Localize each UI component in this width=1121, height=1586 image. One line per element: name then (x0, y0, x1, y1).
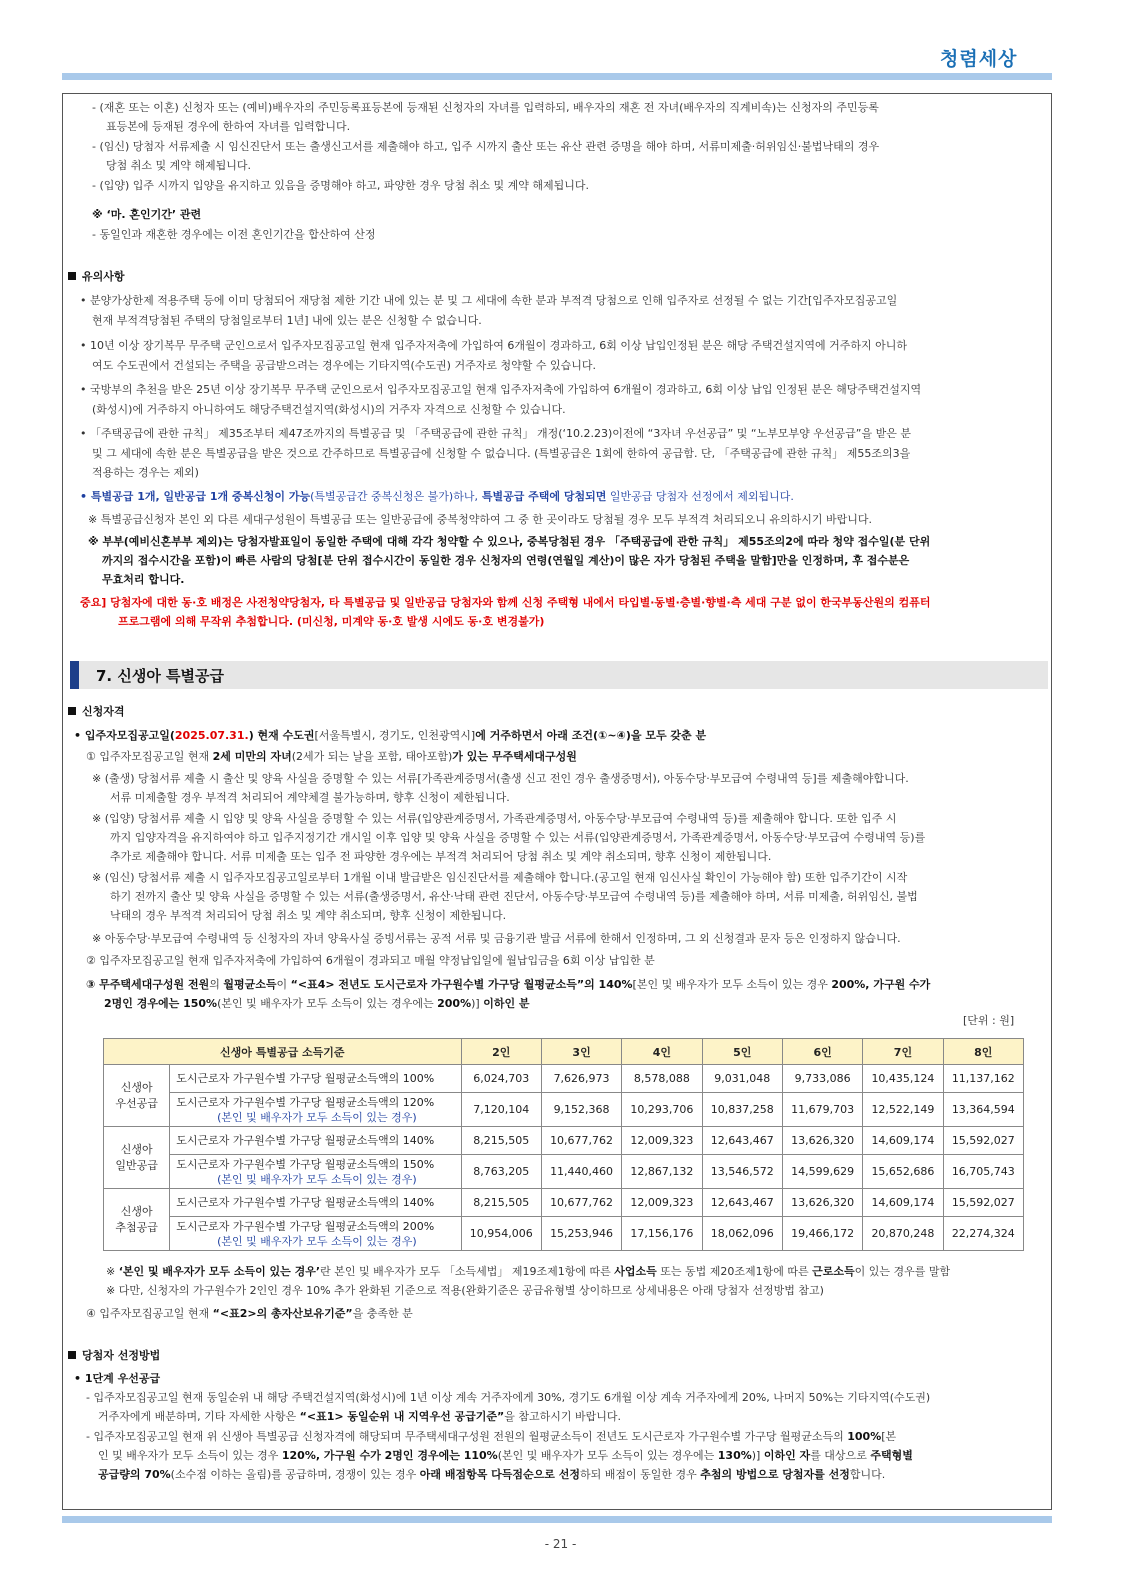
section-heading-selection: 당첨자 선정방법 (68, 1347, 160, 1363)
group-name: 일반공급 (115, 1158, 158, 1172)
income-value: 8,215,505 (461, 1127, 541, 1155)
text-line: ※ 특별공급신청자 본인 외 다른 세대구성원이 특별공급 또는 일반공급에 중복청약하여 그 중 한 곳이라도 당첨될 경우 모두 부적격 처리되오니 유의하시기 바랍니다. (88, 513, 872, 526)
income-value: 15,592,027 (943, 1189, 1023, 1217)
text-line: - (재혼 또는 이혼) 신청자 또는 (예비)배우자의 주민등록표등본에 등재된 신청자의 자녀를 입력하되, 배우자의 재혼 전 자녀(배우자의 직계비속)는 신청자의 주민등록 (92, 101, 879, 114)
income-value: 12,643,467 (702, 1189, 782, 1217)
income-value: 15,652,686 (863, 1155, 943, 1189)
text-line: • 「주택공급에 관한 규칙」 제35조부터 제47조까지의 특별공급 및 「주택공급에 관한 규칙」 개정(‘10.2.23)이전에 “3자녀 우선공급” 및 “노부모부양 우선공급”을 받은 분 (80, 427, 911, 440)
text-line: ※ (임신) 당첨서류 제출 시 입주자모집공고일로부터 1개월 이내 발급받은 임신진단서를 제출해야 합니다.(공고일 현재 임신사실 확인이 가능해야 함) 또한 입주기간이 시작 (92, 871, 908, 884)
income-value: 10,435,124 (863, 1065, 943, 1093)
table-header-row (104, 1039, 1024, 1065)
condition-1: ① 입주자모집공고일 현재 2세 미만의 자녀(2세가 되는 날을 포함, 태아포함)가 있는 무주택세대구성원 (86, 750, 577, 763)
condition-3: ③ 무주택세대구성원 전원의 월평균소득이 “<표4> 전년도 도시근로자 가구원수별 가구당 월평균소득”의 140%[본인 및 배우자가 모두 소득이 있는 경우 200%, 가구원 수가 (86, 978, 931, 991)
group-name: 신생아 (120, 1204, 153, 1218)
income-value: 9,031,048 (702, 1065, 782, 1093)
income-value: 13,626,320 (782, 1127, 862, 1155)
group-name: 신생아 (120, 1142, 153, 1156)
income-value: 10,677,762 (541, 1127, 621, 1155)
income-value: 10,293,706 (622, 1093, 702, 1127)
unit-label: [단위 : 원] (963, 1014, 1015, 1027)
income-value: 8,215,505 (461, 1189, 541, 1217)
income-value: 9,733,086 (782, 1065, 862, 1093)
income-value: 16,705,743 (943, 1155, 1023, 1189)
criteria-subtext: (본인 및 배우자가 모두 소득이 있는 경우) (217, 1234, 417, 1248)
income-value: 8,763,205 (461, 1155, 541, 1189)
section-heading-qualification: 신청자격 (68, 703, 125, 719)
table-row (104, 1065, 1024, 1093)
criteria-subtext: (본인 및 배우자가 모두 소득이 있는 경우) (217, 1172, 417, 1186)
criteria-cell (170, 1217, 461, 1251)
table-row (104, 1093, 1024, 1127)
income-value: 12,867,132 (622, 1155, 702, 1189)
table-header: 8인 (943, 1039, 1023, 1065)
text-line: 및 그 세대에 속한 분은 특별공급을 받은 것으로 간주하므로 특별공급에 신청할 수 없습니다. (특별공급은 1회에 한하여 공급함. 단, 「주택공급에 관한 규칙」 제55조의3을 (92, 447, 911, 460)
income-value: 11,440,460 (541, 1155, 621, 1189)
income-value: 12,009,323 (622, 1189, 702, 1217)
qualification-line: • 입주자모집공고일(2025.07.31.) 현재 수도권[서울특별시, 경기도, 인천광역시]에 거주하면서 아래 조건(①~④)을 모두 갖춘 분 (74, 729, 707, 742)
criteria-text: 도시근로자 가구원수별 가구당 월평균소득액의 100% (176, 1072, 435, 1085)
square-bullet-icon (68, 1351, 76, 1359)
criteria-text: 도시근로자 가구원수별 가구당 월평균소득액의 140% (176, 1134, 435, 1147)
income-value: 12,009,323 (622, 1127, 702, 1155)
text-line: - 동일인과 재혼한 경우에는 이전 혼인기간을 합산하여 산정 (92, 228, 376, 241)
income-value: 12,522,149 (863, 1093, 943, 1127)
table-header: 3인 (541, 1039, 621, 1065)
criteria-text: 도시근로자 가구원수별 가구당 월평균소득액의 150% (176, 1157, 435, 1171)
criteria-cell (170, 1065, 461, 1093)
square-bullet-icon (68, 707, 76, 715)
income-value: 17,156,176 (622, 1217, 702, 1251)
income-value: 15,253,946 (541, 1217, 621, 1251)
text-line: 서류 미제출할 경우 부적격 처리되어 계약체결 불가능하며, 향후 신청이 제한됩니다. (110, 791, 510, 804)
table-note-1: ※ ‘본인 및 배우자가 모두 소득이 있는 경우’란 본인 및 배우자가 모두 「소득세법」 제19조제1항에 따른 사업소득 또는 동법 제20조제1항에 따른 근로소득이 있는 경우를 말함 (106, 1265, 951, 1278)
table-header: 4인 (622, 1039, 702, 1065)
income-value: 14,609,174 (863, 1127, 943, 1155)
income-value: 20,870,248 (863, 1217, 943, 1251)
text-line: - 입주자모집공고일 현재 위 신생아 특별공급 신청자격에 해당되며 무주택세대구성원 전원의 월평균소득이 전년도 도시근로자 가구원수별 가구당 월평균소득의 100%[본 (86, 1430, 897, 1443)
income-value: 8,578,088 (622, 1065, 702, 1093)
step-heading: • 1단계 우선공급 (74, 1372, 161, 1385)
table-header: 6인 (782, 1039, 862, 1065)
text-line: 당첨 취소 및 계약 해제됩니다. (106, 159, 251, 172)
text-line: 까지의 접수시간을 포함)이 빠른 사람의 당첨[분 단위 접수시간이 동일한 경우 신청자의 연령(연월일 계산)이 많은 자가 당첨된 주택을 말함]만을 인정하며, 후 접수분은 (102, 554, 910, 567)
section-accent (70, 661, 79, 689)
income-value: 18,062,096 (702, 1217, 782, 1251)
text-line: 하기 전까지 출산 및 양육 사실을 증명할 수 있는 서류(출생증명서, 유산·낙태 관련 진단서, 아동수당·부모급여 수령내역 등)를 제출해야 하며, 서류 미제출, 허위임신, 불법 (110, 890, 918, 903)
table-row (104, 1127, 1024, 1155)
text-line-duplicate: • 특별공급 1개, 일반공급 1개 중복신청이 가능(특별공급간 중복신청은 불가)하나, 특별공급 주택에 당첨되면 일반공급 당첨자 선정에서 제외됩니다. (80, 490, 794, 503)
criteria-text: 도시근로자 가구원수별 가구당 월평균소득액의 200% (176, 1219, 435, 1233)
condition-4: ④ 입주자모집공고일 현재 “<표2>의 총자산보유기준”을 충족한 분 (86, 1307, 413, 1320)
table-header: 신생아 특별공급 소득기준 (104, 1039, 462, 1065)
criteria-cell (170, 1155, 461, 1189)
section-heading-notes: 유의사항 (68, 268, 125, 284)
criteria-text: 도시근로자 가구원수별 가구당 월평균소득액의 140% (176, 1196, 435, 1209)
text-line: • 분양가상한제 적용주택 등에 이미 당첨되어 재당첨 제한 기간 내에 있는 분 및 그 세대에 속한 분과 부적격 당첨으로 인해 입주자로 선정될 수 없는 기간[입주자모집공고일 (80, 294, 898, 307)
income-value: 14,609,174 (863, 1189, 943, 1217)
page-number: - 21 - (544, 1537, 577, 1551)
text-line: ※ (입양) 당첨서류 제출 시 입양 및 양육 사실을 증명할 수 있는 서류(입양관계증명서, 가족관계증명서, 아동수당·부모급여 수령내역 등)를 제출해야 합니다. 또한 입주 시 (92, 812, 897, 825)
logo-text: 청렴세상 (940, 48, 1018, 70)
group-name: 신생아 (120, 1080, 153, 1094)
criteria-cell (170, 1127, 461, 1155)
square-bullet-icon (68, 272, 76, 280)
income-value: 14,599,629 (782, 1155, 862, 1189)
criteria-subtext: (본인 및 배우자가 모두 소득이 있는 경우) (217, 1110, 417, 1124)
income-value: 10,837,258 (702, 1093, 782, 1127)
income-value: 22,274,324 (943, 1217, 1023, 1251)
income-value: 19,466,172 (782, 1217, 862, 1251)
text-line: 까지 입양자격을 유지하여야 하고 입주지정기간 개시일 이후 입양 및 양육 사실을 증명할 수 있는 서류(입양관계증명서, 가족관계증명서, 아동수당·부모급여 수령내역 등)를 (110, 831, 926, 844)
text-line: 현재 부적격당첨된 주택의 당첨일로부터 1년] 내에 있는 분은 신청할 수 없습니다. (92, 314, 482, 327)
text-line: - (입양) 입주 시까지 입양을 유지하고 있음을 증명해야 하고, 파양한 경우 당첨 취소 및 계약 해제됩니다. (92, 179, 590, 192)
criteria-text: 도시근로자 가구원수별 가구당 월평균소득액의 120% (176, 1095, 435, 1109)
text-line: 무효처리 합니다. (102, 573, 185, 586)
text-line: 여도 수도권에서 건설되는 주택을 공급받으려는 경우에는 기타지역(수도권) 거주자로 청약할 수 있습니다. (92, 359, 596, 372)
important-line: 프로그램에 의해 무작위 추첨합니다. (미신청, 미계약 동·호 발생 시에도 동·호 변경불가) (118, 615, 545, 628)
group-cell (104, 1127, 170, 1189)
text-line: • 10년 이상 장기복무 무주택 군인으로서 입주자모집공고일 현재 입주자저축에 가입하여 6개월이 경과하고, 6회 이상 납입인정된 분은 해당 주택건설지역에 거주하지 아니하 (80, 339, 907, 352)
criteria-cell (170, 1189, 461, 1217)
income-value: 6,024,703 (461, 1065, 541, 1093)
section-title: 7. 신생아 특별공급 (96, 667, 225, 685)
table-header: 2인 (461, 1039, 541, 1065)
group-name: 추첨공급 (115, 1220, 158, 1234)
text-line: ※ 부부(예비신혼부부 제외)는 당첨자발표일이 동일한 주택에 대해 각각 청약할 수 있으나, 중복당첨된 경우 「주택공급에 관한 규칙」 제55조의2에 따라 청약 접수일(분 단위 (88, 535, 931, 548)
group-name: 우선공급 (115, 1096, 158, 1110)
income-table (103, 1038, 1024, 1251)
income-value: 10,677,762 (541, 1189, 621, 1217)
income-value: 7,120,104 (461, 1093, 541, 1127)
table-note-2: ※ 다만, 신청자의 가구원수가 2인인 경우 10% 추가 완화된 기준으로 적용(완화기준은 공급유형별 상이하므로 상세내용은 아래 당첨자 선정방법 참고) (106, 1284, 824, 1297)
text-line: 거주자에게 배분하며, 기타 자세한 사항은 “<표1> 동일순위 내 지역우선 공급기준”을 참고하시기 바랍니다. (98, 1410, 622, 1423)
group-cell (104, 1189, 170, 1251)
text-line: 낙태의 경우 부적격 처리되어 당첨 취소 및 계약 취소되며, 향후 신청이 제한됩니다. (110, 909, 507, 922)
condition-3-cont: 2명인 경우에는 150%(본인 및 배우자가 모두 소득이 있는 경우에는 200%)] 이하인 분 (104, 997, 530, 1010)
text-line: - 입주자모집공고일 현재 동일순위 내 해당 주택건설지역(화성시)에 1년 이상 계속 거주자에게 30%, 경기도 6개월 이상 계속 거주자에게 20%, 나머지 50%는 기타지역(수도권) (86, 1391, 931, 1404)
income-value: 10,954,006 (461, 1217, 541, 1251)
income-value: 7,626,973 (541, 1065, 621, 1093)
income-value: 15,592,027 (943, 1127, 1023, 1155)
condition-2: ② 입주자모집공고일 현재 입주자저축에 가입하여 6개월이 경과되고 매월 약정납입일에 월납입금을 6회 이상 납입한 분 (86, 954, 655, 967)
text-line: (화성시)에 거주하지 아니하여도 해당주택건설지역(화성시)의 거주자 자격으로 신청할 수 있습니다. (92, 403, 566, 416)
income-value: 9,152,368 (541, 1093, 621, 1127)
income-value: 13,364,594 (943, 1093, 1023, 1127)
text-line: • 국방부의 추천을 받은 25년 이상 장기복무 무주택 군인으로서 입주자모집공고일 현재 입주자저축에 가입하여 6개월이 경과하고, 6회 이상 납입 인정된 분은 해당주택건설지역 (80, 383, 922, 396)
important-line: 중요] 당첨자에 대한 동·호 배정은 사전청약당첨자, 타 특별공급 및 일반공급 당첨자와 함께 신청 주택형 내에서 타입별·동별·층별·향별·측 세대 구분 없이 한국부동산원의 컴퓨터 (80, 596, 931, 609)
text-line: ※ (출생) 당첨서류 제출 시 출산 및 양육 사실을 증명할 수 있는 서류[가족관계증명서(출생 신고 전인 경우 출생증명서), 아동수당·부모급여 수령내역 등]를 제출해야합니다. (92, 772, 909, 785)
text-line: 인 및 배우자가 모두 소득이 있는 경우 120%, 가구원 수가 2명인 경우에는 110%(본인 및 배우자가 모두 소득이 있는 경우에는 130%)] 이하인 자를 대상으로 주택형별 (98, 1449, 913, 1462)
income-value: 13,546,572 (702, 1155, 782, 1189)
income-value: 13,626,320 (782, 1189, 862, 1217)
text-line: 표등본에 등재된 경우에 한하여 자녀를 입력합니다. (106, 120, 351, 133)
criteria-cell (170, 1093, 461, 1127)
table-header: 5인 (702, 1039, 782, 1065)
table-header: 7인 (863, 1039, 943, 1065)
income-value: 11,679,703 (782, 1093, 862, 1127)
table-row (104, 1189, 1024, 1217)
table-row (104, 1217, 1024, 1251)
income-value: 12,643,467 (702, 1127, 782, 1155)
table-row (104, 1155, 1024, 1189)
subheading: ※ ‘마. 혼인기간’ 관련 (92, 208, 202, 221)
text-line: - (임신) 당첨자 서류제출 시 임신진단서 또는 출생신고서를 제출해야 하고, 입주 시까지 출산 또는 유산 관련 증명을 해야 하며, 서류미제출·허위임신·불법낙태의 경우 (92, 140, 880, 153)
section-title-bar (70, 661, 1048, 689)
top-rule (62, 73, 1052, 80)
income-value: 11,137,162 (943, 1065, 1023, 1093)
bottom-rule (62, 1516, 1052, 1523)
text-line: 적용하는 경우는 제외) (92, 466, 199, 479)
text-line: 추가로 제출해야 합니다. 서류 미제출 또는 입주 전 파양한 경우에는 부적격 처리되어 당첨 취소 및 계약 취소되며, 향후 신청이 제한됩니다. (110, 850, 772, 863)
text-line: 공급량의 70%(소수점 이하는 올림)를 공급하며, 경쟁이 있는 경우 아래 배점항목 다득점순으로 선정하되 배점이 동일한 경우 추첨의 방법으로 당첨자를 선정합니다. (98, 1468, 886, 1481)
group-cell (104, 1065, 170, 1127)
text-line: ※ 아동수당·부모급여 수령내역 등 신청자의 자녀 양육사실 증빙서류는 공적 서류 및 금융기관 발급 서류에 한해서 인정하며, 그 외 신청결과 문자 등은 인정하지 않습니다. (92, 932, 901, 945)
